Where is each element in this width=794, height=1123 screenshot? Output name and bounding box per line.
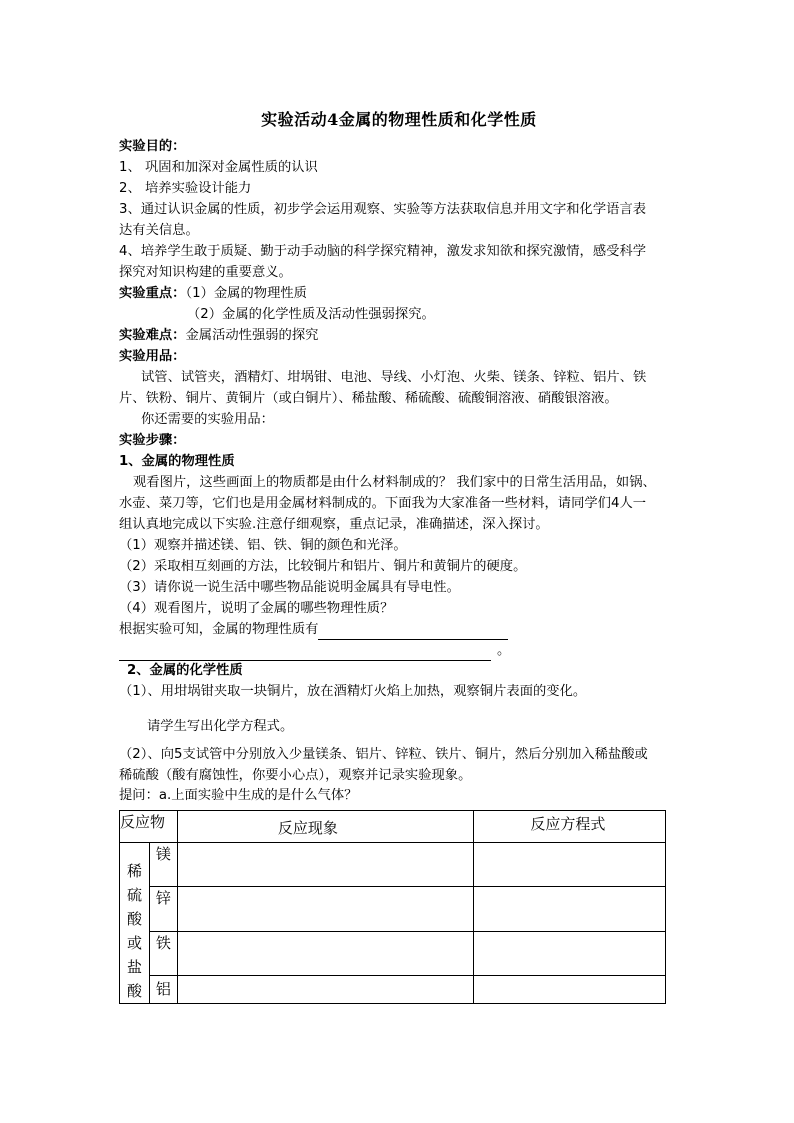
acid-char: 或 <box>126 934 142 952</box>
key-point-item: （2）金属的化学性质及活动性强弱探究。 <box>187 307 435 322</box>
phenomenon-cell[interactable] <box>177 975 473 1003</box>
page-title: 实验活动4金属的物理性质和化学性质 <box>261 110 537 129</box>
task-item: （2）采取相互刻画的方法，比较铜片和铝片、铜片和黄铜片的硬度。 <box>119 559 527 574</box>
section1-intro: 组认真地完成以下实验.注意仔细观察，重点记录，准确描述，深入探讨。 <box>119 517 549 532</box>
acid-label <box>120 843 150 1004</box>
table-row <box>120 975 666 1003</box>
acid-char: 硫 <box>126 886 142 904</box>
metal-cell: 镁 <box>149 843 177 887</box>
acid-char: 酸 <box>126 982 142 1000</box>
answer-blank[interactable] <box>119 646 491 661</box>
materials-text: 试管、试管夹，酒精灯、坩埚钳、电池、导线、小灯泡、火柴、镁条、锌粒、铝片、铁 <box>141 370 647 385</box>
task-item: （4）观看图片，说明了金属的哪些物理性质？ <box>119 601 394 616</box>
conclusion-text: 根据实验可知，金属的物理性质有 <box>119 622 319 637</box>
objective-item: 3、通过认识金属的性质，初步学会运用观察、实验等方法获取信息并用文字和化学语言表 <box>119 202 647 217</box>
reaction-table <box>119 810 666 1004</box>
phenomenon-cell[interactable] <box>177 931 473 975</box>
header-phenomenon: 反应现象 <box>177 811 473 843</box>
equation-cell[interactable] <box>474 886 666 931</box>
key-point-item: （1）金属的物理性质 <box>185 286 307 301</box>
acid-char: 酸 <box>126 910 142 928</box>
difficulty-text: 金属活动性强弱的探究 <box>185 328 319 343</box>
section1-intro: 水壶、菜刀等，它们也是用金属材料制成的。下面我为大家准备一些材料，请同学们4人一 <box>119 496 647 511</box>
acid-char: 盐 <box>126 958 142 976</box>
equation-cell[interactable] <box>474 975 666 1003</box>
table-header-row <box>120 811 666 843</box>
key-points-heading: 实验重点： <box>119 286 186 301</box>
metal-cell: 铁 <box>149 931 177 975</box>
difficulty-line <box>119 326 318 346</box>
objective-item: 1、 巩固和加深对金属性质的认识 <box>119 160 318 175</box>
table-row <box>120 886 666 931</box>
section2-question: 提问：a.上面实验中生成的是什么气体？ <box>119 788 358 803</box>
header-reactant: 反应物 <box>120 811 178 843</box>
metal-cell: 铝 <box>149 975 177 1003</box>
table-row <box>120 931 666 975</box>
objective-item: 4、培养学生敢于质疑、勤于动手动脑的科学探究精神，激发求知欲和探究激情，感受科学 <box>119 244 647 259</box>
section2-heading: 2、金属的化学性质 <box>127 663 243 678</box>
difficulty-heading: 实验难点： <box>119 328 186 343</box>
equation-cell[interactable] <box>474 931 666 975</box>
answer-blank[interactable] <box>318 625 508 640</box>
phenomenon-cell[interactable] <box>177 886 473 931</box>
task-item: （3）请你说一说生活中哪些物品能说明金属具有导电性。 <box>119 580 460 595</box>
section1-heading: 1、金属的物理性质 <box>119 454 235 469</box>
section2-item: （2）、向5支试管中分别放入少量镁条、铝片、锌粒、铁片、铜片，然后分别加入稀盐酸或 <box>119 747 648 762</box>
objectives-heading: 实验目的： <box>119 139 186 154</box>
steps-heading: 实验步骤： <box>119 433 186 448</box>
conclusion-line-2 <box>119 641 510 661</box>
acid-char: 稀 <box>126 862 142 880</box>
phenomenon-cell[interactable] <box>177 843 473 887</box>
conclusion-line <box>119 620 508 640</box>
section2-item: （1）、用坩埚钳夹取一块铜片，放在酒精灯火焰上加热，观察铜片表面的变化。 <box>119 684 587 699</box>
objective-item: 达有关信息。 <box>119 223 199 238</box>
key-points-line <box>119 284 307 304</box>
header-equation: 反应方程式 <box>474 811 666 843</box>
section2-item: 稀硫酸（酸有腐蚀性，你要小心点），观察并记录实验现象。 <box>119 768 472 783</box>
period: 。 <box>497 643 511 658</box>
materials-text: 片、铁粉、铜片、黄铜片（或白铜片）、稀盐酸、稀硫酸、硫酸铜溶液、硝酸银溶液。 <box>119 391 618 406</box>
materials-extra: 你还需要的实验用品： <box>141 412 274 427</box>
materials-heading: 实验用品： <box>119 349 186 364</box>
objective-item: 2、 培养实验设计能力 <box>119 181 252 196</box>
metal-cell: 锌 <box>149 886 177 931</box>
objective-item: 探究对知识构建的重要意义。 <box>119 265 292 280</box>
table-row <box>120 843 666 887</box>
section2-prompt: 请学生写出化学方程式。 <box>147 719 294 734</box>
equation-cell[interactable] <box>474 843 666 887</box>
section1-intro: 观看图片，这些画面上的物质都是由什么材料制成的？ 我们家中的日常生活用品，如锅、 <box>133 475 656 490</box>
task-item: （1）观察并描述镁、铝、铁、铜的颜色和光泽。 <box>119 538 407 553</box>
